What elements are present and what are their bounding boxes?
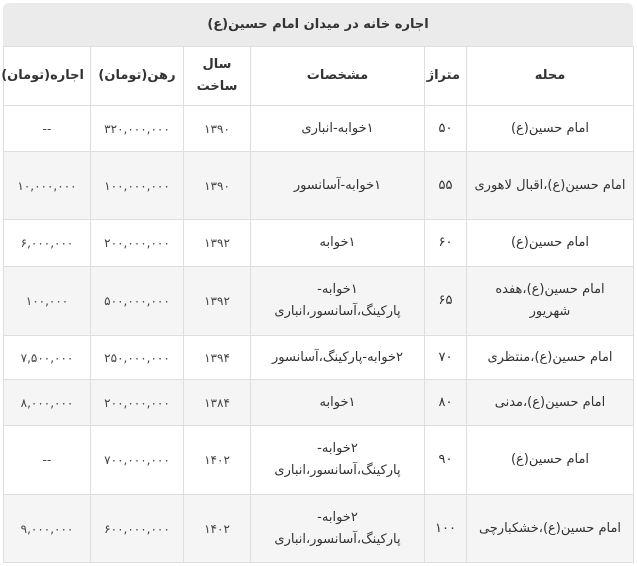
rent-table [3,46,634,563]
cell-year: ۱۳۹۲ [184,267,251,336]
cell-rent: ۱۰۰,۰۰۰ [4,267,91,336]
header-row [4,47,634,106]
cell-area: ۷۰ [425,336,467,380]
cell-rent: ۶,۰۰۰,۰۰۰ [4,220,91,267]
cell-year: ۱۳۹۴ [184,336,251,380]
table-row [4,426,634,495]
header-year: سال ساخت [184,47,251,106]
cell-neighborhood: امام حسین(ع) [467,426,634,495]
cell-features: ۲خوابه-پارکینگ،آسانسور،انباری [251,495,425,563]
cell-deposit: ۷۰۰,۰۰۰,۰۰۰ [91,426,184,495]
header-features: مشخصات [251,47,425,106]
cell-neighborhood: امام حسین(ع)،خشکبارچی [467,495,634,563]
table-row [4,495,634,563]
cell-neighborhood: امام حسین(ع) [467,106,634,152]
header-area: متراژ [425,47,467,106]
table-row [4,267,634,336]
cell-area: ۵۵ [425,152,467,220]
cell-area: ۱۰۰ [425,495,467,563]
table-row [4,220,634,267]
cell-year: ۱۳۹۰ [184,152,251,220]
cell-deposit: ۲۰۰,۰۰۰,۰۰۰ [91,220,184,267]
cell-year: ۱۳۸۴ [184,380,251,426]
cell-features: ۱خوابه [251,380,425,426]
cell-deposit: ۲۵۰,۰۰۰,۰۰۰ [91,336,184,380]
cell-year: ۱۳۹۲ [184,220,251,267]
cell-rent: ۷,۵۰۰,۰۰۰ [4,336,91,380]
header-deposit: رهن(تومان) [91,47,184,106]
table-row [4,380,634,426]
cell-deposit: ۲۰۰,۰۰۰,۰۰۰ [91,380,184,426]
cell-features: ۲خوابه-پارکینگ،آسانسور،انباری [251,426,425,495]
table-row [4,106,634,152]
cell-deposit: ۱۰۰,۰۰۰,۰۰۰ [91,152,184,220]
cell-rent: ۸,۰۰۰,۰۰۰ [4,380,91,426]
cell-deposit: ۳۲۰,۰۰۰,۰۰۰ [91,106,184,152]
cell-neighborhood: امام حسین(ع)،مدنی [467,380,634,426]
rent-table-container [3,3,633,563]
cell-features: ۲خوابه-پارکینگ،آسانسور [251,336,425,380]
cell-neighborhood: امام حسین(ع)،اقبال لاهوری [467,152,634,220]
cell-year: ۱۳۹۰ [184,106,251,152]
cell-features: ۱خوابه-پارکینگ،آسانسور،انباری [251,267,425,336]
cell-rent: -- [4,426,91,495]
cell-area: ۹۰ [425,426,467,495]
cell-area: ۶۵ [425,267,467,336]
cell-deposit: ۵۰۰,۰۰۰,۰۰۰ [91,267,184,336]
cell-area: ۸۰ [425,380,467,426]
cell-rent: ۱۰,۰۰۰,۰۰۰ [4,152,91,220]
cell-features: ۱خوابه [251,220,425,267]
header-rent: اجاره(تومان) [4,47,91,106]
table-row [4,336,634,380]
table-row [4,152,634,220]
cell-rent: ۹,۰۰۰,۰۰۰ [4,495,91,563]
header-neighborhood: محله [467,47,634,106]
cell-features: ۱خوابه-انباری [251,106,425,152]
table-title: اجاره خانه در میدان امام حسین(ع) [3,3,633,46]
cell-deposit: ۶۰۰,۰۰۰,۰۰۰ [91,495,184,563]
cell-year: ۱۴۰۲ [184,426,251,495]
cell-area: ۶۰ [425,220,467,267]
cell-neighborhood: امام حسین(ع) [467,220,634,267]
cell-neighborhood: امام حسین(ع)،منتظری [467,336,634,380]
cell-features: ۱خوابه-آسانسور [251,152,425,220]
cell-year: ۱۴۰۲ [184,495,251,563]
cell-rent: -- [4,106,91,152]
cell-neighborhood: امام حسین(ع)،هفده شهریور [467,267,634,336]
cell-area: ۵۰ [425,106,467,152]
